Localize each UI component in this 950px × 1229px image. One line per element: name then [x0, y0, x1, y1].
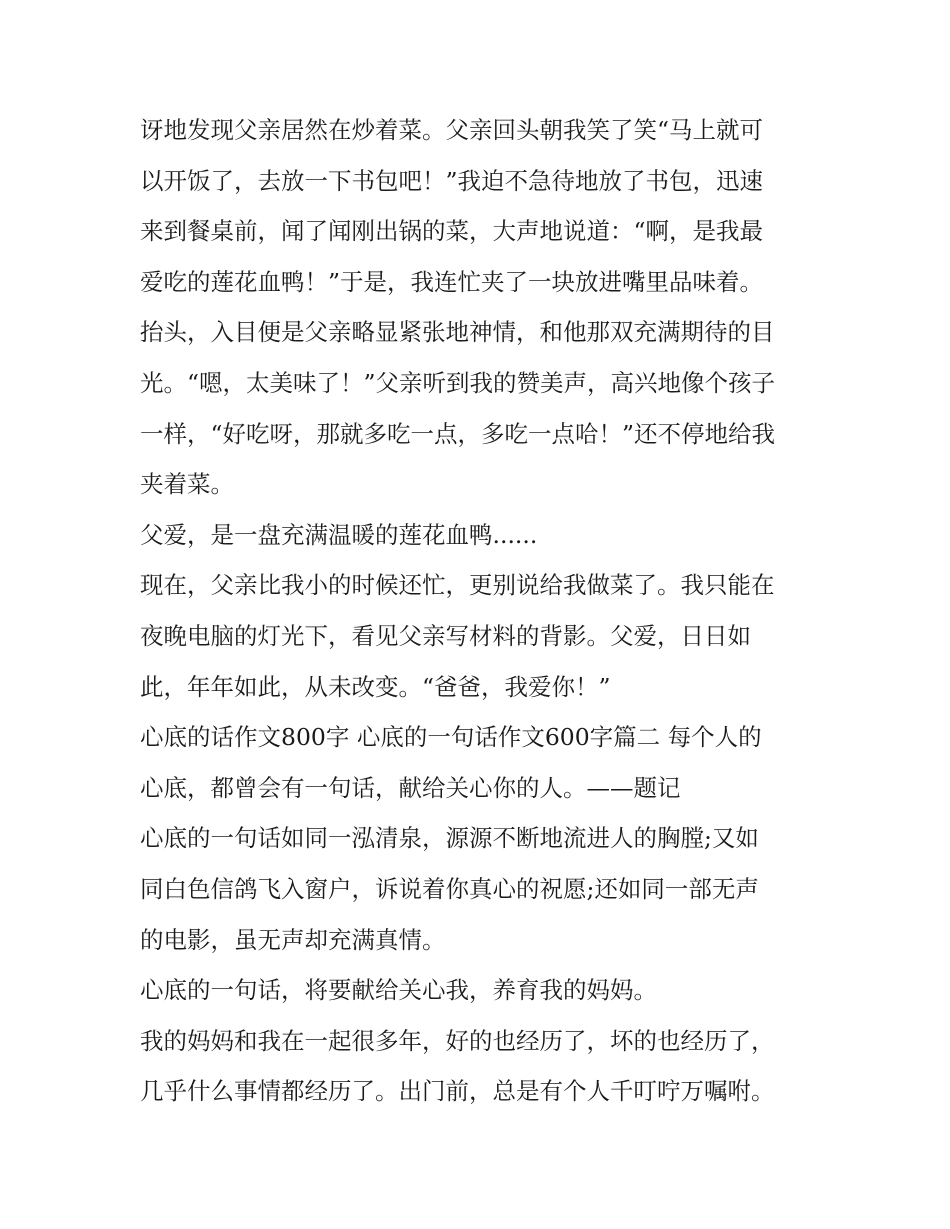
text-line: 来到餐桌前，闻了闻刚出锅的菜，大声地说道：“啊，是我最: [140, 217, 764, 246]
text-line: 光。“嗯，太美味了！”父亲听到我的赞美声，高兴地像个孩子: [140, 368, 776, 397]
text-line: 心底的一句话如同一泓清泉，源源不断地流进人的胸膛;又如: [140, 824, 759, 853]
text-line: 爱吃的莲花血鸭！”于是，我连忙夹了一块放进嘴里品味着。: [140, 267, 764, 296]
text-line: 夜晚电脑的灯光下，看见父亲写材料的背影。父爱，日日如: [140, 621, 751, 650]
body-text: [140, 105, 820, 1117]
text-line: 的电影，虽无声却充满真情。: [140, 925, 446, 954]
text-line: 现在，父亲比我小的时候还忙，更别说给我做菜了。我只能在: [140, 571, 775, 600]
text-line: 心底的话作文800字 心底的一句话作文600字篇二 每个人的: [140, 723, 762, 752]
text-line: 我的妈妈和我在一起很多年，好的也经历了，坏的也经历了，: [140, 1026, 775, 1055]
text-line: 讶地发现父亲居然在炒着菜。父亲回头朝我笑了笑“马上就可: [140, 116, 764, 144]
text-line: 抬头，入目便是父亲略显紧张地神情，和他那双充满期待的目: [140, 318, 775, 347]
text-line: 同白色信鸽飞入窗户，诉说着你真心的祝愿;还如同一部无声: [140, 874, 759, 903]
text-line: 一样，“好吃呀，那就多吃一点，多吃一点哈！”还不停地给我: [140, 419, 776, 448]
text-line: 心底的一句话，将要献给关心我，养育我的妈妈。: [140, 976, 657, 1005]
text-line: 几乎什么事情都经历了。出门前，总是有个人千叮咛万嘱咐。: [140, 1077, 775, 1106]
text-line: 此，年年如此，从未改变。“爸爸，我爱你！”: [140, 672, 611, 701]
text-line: 以开饭了，去放一下书包吧！”我迫不急待地放了书包，迅速: [140, 166, 764, 195]
text-line: 心底，都曾会有一句话，献给关心你的人。——题记: [140, 773, 681, 802]
text-line: 父爱，是一盘充满温暖的莲花血鸭......: [140, 520, 538, 549]
text-line: 夹着菜。: [140, 470, 234, 499]
